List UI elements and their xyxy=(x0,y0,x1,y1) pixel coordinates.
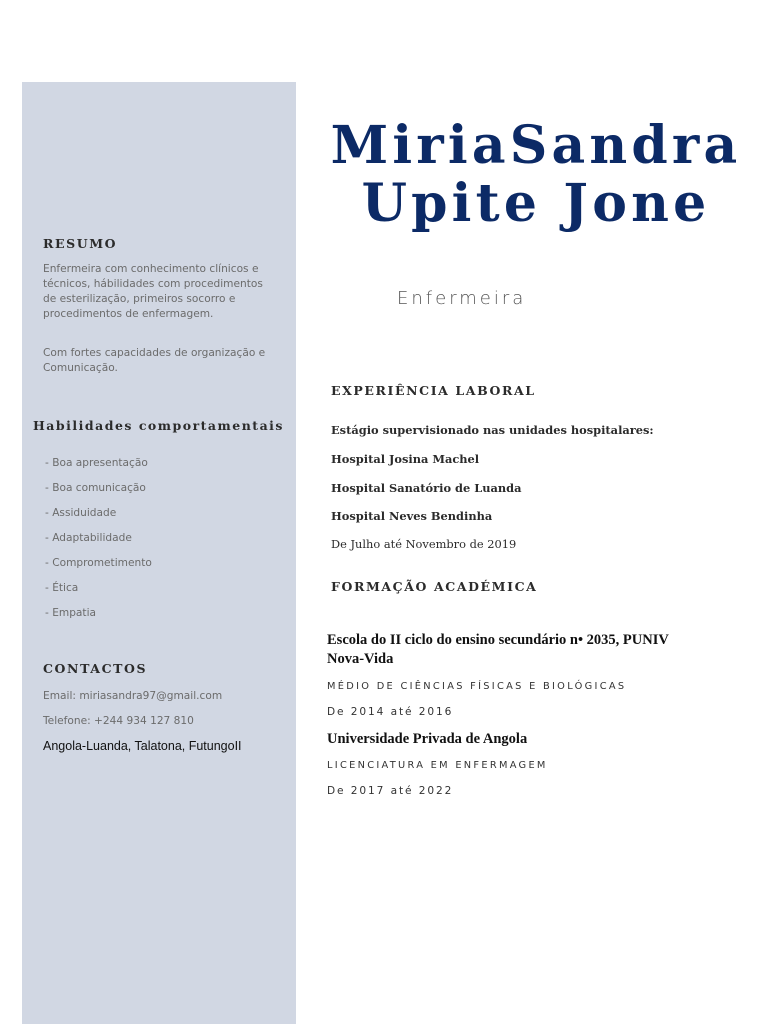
education-heading: FORMAÇÃO ACADÉMICA xyxy=(331,579,538,594)
contact-address: Angola-Luanda, Talatona, FutungoII xyxy=(43,739,242,753)
skill-item: - Boa apresentação xyxy=(45,457,148,469)
summary-heading: RESUMO xyxy=(43,236,118,251)
experience-hospital: Hospital Josina Machel xyxy=(331,452,480,466)
education-period: De 2014 até 2016 xyxy=(327,706,454,718)
skill-item: - Comprometimento xyxy=(45,557,152,569)
skills-heading: Habilidades comportamentais xyxy=(33,418,284,433)
experience-intro: Estágio supervisionado nas unidades hospitalares: xyxy=(331,423,654,437)
experience-hospital: Hospital Neves Bendinha xyxy=(331,509,493,523)
skill-item: - Empatia xyxy=(45,607,97,619)
summary-paragraph-2: Com fortes capacidades de organização e Comunicação. xyxy=(43,347,266,374)
name-line-2: Upite Jone xyxy=(361,173,711,234)
skill-item: - Ética xyxy=(45,582,79,594)
skills-list xyxy=(45,456,152,631)
experience-hospital: Hospital Sanatório de Luanda xyxy=(331,481,522,495)
skill-item: - Boa comunicação xyxy=(45,482,146,494)
name-line-1: MiriaSandra xyxy=(330,115,742,176)
page-title xyxy=(322,117,750,233)
experience-heading: EXPERIÊNCIA LABORAL xyxy=(331,383,536,398)
education-period: De 2017 até 2022 xyxy=(327,785,454,797)
education-school: Escola do II ciclo do ensino secundário n• 2035, PUNIV Nova-Vida xyxy=(327,632,669,667)
experience-period: De Julho até Novembro de 2019 xyxy=(331,537,517,551)
contact-phone[interactable]: Telefone: +244 934 127 810 xyxy=(43,715,194,727)
skill-item: - Adaptabilidade xyxy=(45,532,132,544)
education-school: Universidade Privada de Angola xyxy=(327,731,528,747)
contact-email[interactable]: Email: miriasandra97@gmail.com xyxy=(43,690,223,702)
job-title: Enfermeira xyxy=(397,288,527,309)
summary-paragraph-1: Enfermeira com conhecimento clínicos e técnicos, hábilidades com procedimentos de esterilização, primeiros socorro e procedimentos de enfermagem. xyxy=(43,263,263,320)
education-degree: LICENCIATURA EM ENFERMAGEM xyxy=(327,760,548,771)
education-degree: MÉDIO DE CIÊNCIAS FÍSICAS E BIOLÓGICAS xyxy=(327,681,627,692)
skill-item: - Assiduidade xyxy=(45,507,117,519)
contacts-heading: CONTACTOS xyxy=(43,661,148,676)
